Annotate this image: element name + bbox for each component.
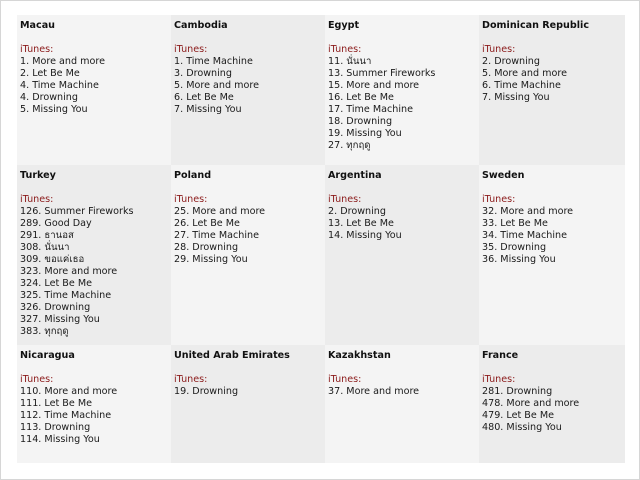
country-cell-kazakhstan: [325, 345, 479, 463]
chart-entry: 28. Drowning: [174, 242, 239, 253]
store-label: iTunes:: [482, 374, 516, 385]
chart-entry: 17. Time Machine: [328, 104, 413, 115]
store-label: iTunes:: [482, 44, 516, 55]
country-name: Nicaragua: [20, 350, 75, 361]
chart-entries: [174, 56, 322, 116]
chart-entry: 323. More and more: [20, 266, 118, 277]
country-name: Sweden: [482, 170, 525, 181]
chart-entry: 112. Time Machine: [20, 410, 112, 421]
country-cell-egypt: [325, 15, 479, 165]
chart-entry: 27. ทุกฤดู: [328, 140, 371, 151]
chart-entries: [328, 386, 476, 398]
chart-entry: 324. Let Be Me: [20, 278, 93, 289]
chart-entry: 18. Drowning: [328, 116, 393, 127]
chart-entry: 1. Time Machine: [174, 56, 253, 67]
chart-entries: [174, 206, 322, 266]
chart-entry: 15. More and more: [328, 80, 420, 91]
chart-entry: 114. Missing You: [20, 434, 100, 445]
country-cell-turkey: [17, 165, 171, 345]
chart-entries: [482, 386, 622, 434]
chart-entry: 34. Time Machine: [482, 230, 567, 241]
country-cell-argentina: [325, 165, 479, 345]
country-name: Poland: [174, 170, 212, 181]
store-label: iTunes:: [482, 194, 516, 205]
chart-entry: 289. Good Day: [20, 218, 92, 229]
store-label: iTunes:: [174, 374, 208, 385]
chart-entry: 36. Missing You: [482, 254, 556, 265]
chart-entry: 113. Drowning: [20, 422, 91, 433]
store-label: iTunes:: [328, 44, 362, 55]
chart-entry: 32. More and more: [482, 206, 574, 217]
country-chart-table: [17, 15, 625, 463]
chart-entry: 4. Time Machine: [20, 80, 99, 91]
chart-entry: 33. Let Be Me: [482, 218, 548, 229]
country-cell-nicaragua: [17, 345, 171, 463]
country-name: Dominican Republic: [482, 20, 590, 31]
chart-entry: 309. ขอแค่เธอ: [20, 254, 85, 265]
chart-entry: 325. Time Machine: [20, 290, 112, 301]
chart-entry: 291. ธานอส: [20, 230, 74, 241]
chart-entry: 35. Drowning: [482, 242, 547, 253]
chart-entry: 13. Let Be Me: [328, 218, 394, 229]
country-name: Kazakhstan: [328, 350, 391, 361]
country-cell-macau: [17, 15, 171, 165]
chart-entry: 29. Missing You: [174, 254, 248, 265]
store-label: iTunes:: [174, 44, 208, 55]
chart-entries: [328, 206, 476, 242]
country-cell-sweden: [479, 165, 625, 345]
chart-entries: [482, 56, 622, 104]
chart-entry: 6. Time Machine: [482, 80, 561, 91]
chart-entry: 3. Drowning: [174, 68, 232, 79]
chart-entries: [20, 56, 168, 116]
country-cell-united-arab-emirates: [171, 345, 325, 463]
store-label: iTunes:: [20, 374, 54, 385]
chart-entry: 27. Time Machine: [174, 230, 259, 241]
country-name: Egypt: [328, 20, 360, 31]
chart-entry: 16. Let Be Me: [328, 92, 394, 103]
country-name: France: [482, 350, 519, 361]
chart-entry: 37. More and more: [328, 386, 420, 397]
chart-entry: 2. Drowning: [328, 206, 386, 217]
chart-entries: [20, 386, 168, 446]
chart-entry: 6. Let Be Me: [174, 92, 234, 103]
chart-entry: 110. More and more: [20, 386, 118, 397]
chart-entry: 1. More and more: [20, 56, 105, 67]
chart-entry: 383. ทุกฤดู: [20, 326, 69, 337]
chart-entries: [20, 206, 168, 338]
chart-entry: 327. Missing You: [20, 314, 100, 325]
store-label: iTunes:: [328, 194, 362, 205]
chart-entry: 5. Missing You: [20, 104, 88, 115]
chart-entries: [328, 56, 476, 152]
chart-entry: 326. Drowning: [20, 302, 91, 313]
chart-entry: 14. Missing You: [328, 230, 402, 241]
country-cell-france: [479, 345, 625, 463]
chart-entry: 4. Drowning: [20, 92, 78, 103]
chart-entry: 26. Let Be Me: [174, 218, 240, 229]
chart-entry: 126. Summer Fireworks: [20, 206, 134, 217]
country-name: Macau: [20, 20, 56, 31]
chart-entry: 7. Missing You: [482, 92, 550, 103]
country-name: United Arab Emirates: [174, 350, 290, 361]
chart-entries: [482, 206, 622, 266]
chart-entry: 7. Missing You: [174, 104, 242, 115]
chart-entry: 5. More and more: [482, 68, 567, 79]
store-label: iTunes:: [20, 44, 54, 55]
country-name: Argentina: [328, 170, 382, 181]
country-cell-cambodia: [171, 15, 325, 165]
store-label: iTunes:: [174, 194, 208, 205]
chart-entry: 308. นั่นนา: [20, 242, 70, 253]
chart-entry: 2. Let Be Me: [20, 68, 80, 79]
chart-entry: 11. นั่นนา: [328, 56, 372, 67]
country-cell-poland: [171, 165, 325, 345]
chart-entry: 479. Let Be Me: [482, 410, 555, 421]
chart-entry: 13. Summer Fireworks: [328, 68, 436, 79]
chart-entry: 25. More and more: [174, 206, 266, 217]
chart-entry: 5. More and more: [174, 80, 259, 91]
chart-entry: 281. Drowning: [482, 386, 553, 397]
chart-entries: [174, 386, 322, 398]
store-label: iTunes:: [328, 374, 362, 385]
country-name: Turkey: [20, 170, 56, 181]
chart-entry: 478. More and more: [482, 398, 580, 409]
chart-entry: 19. Missing You: [328, 128, 402, 139]
chart-entry: 2. Drowning: [482, 56, 540, 67]
country-name: Cambodia: [174, 20, 228, 31]
country-cell-dominican-republic: [479, 15, 625, 165]
store-label: iTunes:: [20, 194, 54, 205]
chart-entry: 480. Missing You: [482, 422, 562, 433]
chart-entry: 19. Drowning: [174, 386, 239, 397]
chart-entry: 111. Let Be Me: [20, 398, 93, 409]
